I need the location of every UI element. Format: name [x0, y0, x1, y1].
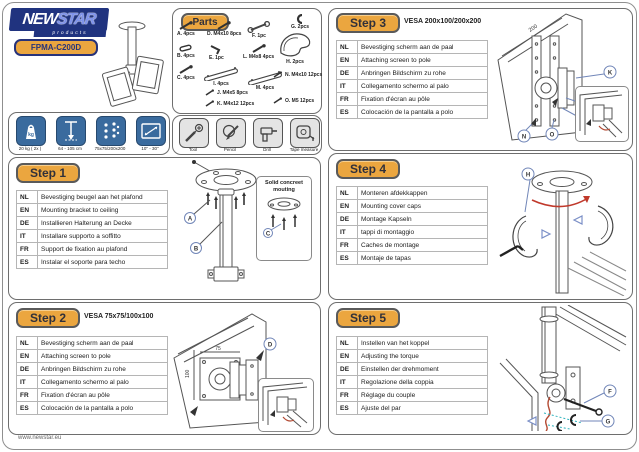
svg-text:A: A	[187, 216, 193, 223]
lang-code: NL	[17, 337, 38, 350]
vesa-label: 75x75/200x200	[94, 146, 126, 151]
lang-text: Attaching screen to pole	[358, 54, 488, 67]
lang-text: Einstellen der drehmoment	[358, 363, 488, 376]
step1-title-badge: Step 1	[16, 163, 80, 183]
lang-code: NL	[337, 337, 358, 350]
step3-vesa-subtitle: VESA 200x100/200x200	[404, 18, 482, 25]
svg-text:F: F	[608, 389, 612, 396]
lang-row	[337, 106, 488, 119]
step3-title-badge: Step 3	[336, 13, 400, 33]
step3-dim-200: 200	[527, 23, 539, 34]
pencil-label: Pencil	[223, 147, 237, 152]
step2-vesa-subtitle: VESA 75x75/100x100	[84, 313, 154, 320]
lang-row	[337, 93, 488, 106]
step2-label-d	[264, 338, 276, 350]
screen-size-icon	[136, 116, 166, 146]
lang-row	[337, 67, 488, 80]
weight-icon	[16, 116, 46, 146]
lang-text: Bevestiging scherm aan de paal	[38, 337, 168, 350]
logo-products-text: products	[52, 30, 88, 36]
lang-row	[17, 204, 168, 217]
svg-text:D: D	[267, 342, 273, 349]
step2-inset-diagram	[259, 379, 311, 429]
tape-measure-icon	[290, 118, 320, 148]
newstar-logo	[9, 8, 109, 31]
step5-diagram	[498, 305, 628, 431]
lang-row	[17, 256, 168, 269]
lang-code: FR	[337, 389, 358, 402]
svg-text:B: B	[193, 246, 199, 253]
lang-text: Monteren afdekkappen	[358, 187, 488, 200]
lang-row	[337, 376, 488, 389]
lang-code: NL	[17, 191, 38, 204]
pencil-icon	[216, 118, 246, 148]
step5-label-f	[584, 385, 616, 403]
lang-row	[337, 350, 488, 363]
lang-text: Collegamento schermo al palo	[38, 376, 168, 389]
lang-code: ES	[337, 106, 358, 119]
lang-row	[17, 243, 168, 256]
lang-text: Regolazione della coppia	[358, 376, 488, 389]
lang-row	[337, 402, 488, 415]
svg-text:H: H	[525, 172, 531, 179]
svg-text:C: C	[265, 231, 271, 238]
product-illustration	[96, 18, 168, 118]
lang-text: Fixation d'écran au pôle	[358, 93, 488, 106]
lang-row	[337, 200, 488, 213]
note-diagram	[261, 194, 307, 242]
logo-star-text: STAR	[56, 10, 97, 28]
lang-text: Caches de montage	[358, 239, 488, 252]
lang-code: ES	[17, 256, 38, 269]
lang-code: EN	[17, 350, 38, 363]
lang-row	[337, 213, 488, 226]
part-a: A. 4pcs	[177, 21, 195, 37]
step3-language-table	[336, 40, 488, 119]
lang-code: ES	[17, 402, 38, 415]
lang-row	[337, 226, 488, 239]
lang-code: DE	[337, 363, 358, 376]
height-label: 64 - 105 cm	[58, 146, 82, 151]
step2-language-table	[16, 336, 168, 415]
step4-title-badge: Step 4	[336, 159, 400, 179]
lang-text: Mounting cover caps	[358, 200, 488, 213]
lang-code: ES	[337, 402, 358, 415]
step1-label-a	[185, 200, 211, 224]
part-g: G. 2pcs	[291, 14, 309, 30]
lang-code: IT	[17, 230, 38, 243]
lang-text: Adjusting the torque	[358, 350, 488, 363]
lang-code: EN	[337, 200, 358, 213]
logo-new-text: NEW	[21, 10, 58, 28]
parts-panel	[172, 8, 322, 114]
svg-text:K: K	[607, 70, 613, 77]
part-k: K. M4x12 12pcs	[205, 100, 254, 108]
lang-code: DE	[17, 217, 38, 230]
step4-diagram	[498, 156, 628, 296]
step2-title-badge: Step 2	[16, 308, 80, 328]
drill-label: Drill	[263, 147, 271, 152]
lang-row	[17, 230, 168, 243]
part-o: O. M5 12pcs	[273, 97, 314, 105]
lang-row	[337, 363, 488, 376]
lang-text: Anbringen Bildschirm zu rohe	[358, 67, 488, 80]
lang-text: Réglage du couple	[358, 389, 488, 402]
lang-text: Ajuste del par	[358, 402, 488, 415]
lang-row	[17, 337, 168, 350]
vesa-icon	[96, 116, 126, 146]
step3-inset-box	[575, 86, 629, 142]
lang-code: NL	[337, 41, 358, 54]
lang-text: Bevestiging scherm aan de paal	[358, 41, 488, 54]
svg-text:G: G	[605, 419, 611, 426]
lang-row	[17, 363, 168, 376]
lang-text: Montage Kapseln	[358, 213, 488, 226]
drill-icon	[253, 118, 283, 148]
lang-code: DE	[17, 363, 38, 376]
lang-text: Colocación de la pantalla a polo	[358, 106, 488, 119]
part-j: J. M4x5 8pcs	[205, 89, 248, 97]
lang-code: DE	[337, 67, 358, 80]
lang-code: ES	[337, 252, 358, 265]
lang-text: Bevestiging beugel aan het plafond	[38, 191, 168, 204]
part-f: F. 1pc	[247, 21, 271, 39]
step2-inset-box	[258, 378, 314, 432]
svg-text:N: N	[521, 134, 527, 141]
lang-code: FR	[17, 243, 38, 256]
step5-language-table	[336, 336, 488, 415]
lang-row	[337, 337, 488, 350]
lang-text: Instellen van het koppel	[358, 337, 488, 350]
part-h: H. 2pcs	[277, 31, 313, 65]
lang-text: Fixation d'écran au pôle	[38, 389, 168, 402]
lang-row	[337, 54, 488, 67]
lang-code: NL	[337, 187, 358, 200]
lang-code: EN	[17, 204, 38, 217]
height-icon	[56, 116, 86, 146]
part-n: N. M4x10 12pcs	[273, 71, 322, 79]
part-l: L. M4x8 4pcs	[243, 44, 274, 60]
lang-text: Attaching screen to pole	[38, 350, 168, 363]
step5-label-g	[580, 415, 614, 427]
svg-text:kg: kg	[28, 132, 34, 138]
step3-inset-diagram	[576, 87, 626, 139]
tape-measure-label: Tape measure	[289, 147, 319, 152]
svg-text:O: O	[549, 132, 555, 139]
lang-row	[337, 389, 488, 402]
lang-row	[17, 402, 168, 415]
screwdriver-icon	[179, 118, 209, 148]
lang-text: Montaje de tapas	[358, 252, 488, 265]
lang-text: tappi di montaggio	[358, 226, 488, 239]
part-m: M. 4pcs	[245, 65, 285, 91]
lang-row	[17, 389, 168, 402]
lang-row	[337, 187, 488, 200]
lang-code: EN	[337, 350, 358, 363]
part-b: B. 4pcs	[177, 43, 195, 59]
lang-row	[337, 252, 488, 265]
step4-language-table	[336, 186, 488, 265]
lang-code: FR	[17, 389, 38, 402]
lang-code: FR	[337, 93, 358, 106]
part-d: D. M4x10 8pcs	[207, 21, 241, 37]
note-caption: Solid concreet mouting	[265, 180, 303, 193]
lang-row	[337, 239, 488, 252]
lang-code: IT	[337, 80, 358, 93]
step5-title-badge: Step 5	[336, 308, 400, 328]
lang-code: DE	[337, 213, 358, 226]
lang-text: Instalar el soporte para techo	[38, 256, 168, 269]
step1-label-b	[191, 222, 223, 254]
step2-dim-75: 75	[215, 346, 221, 352]
lang-text: Installare supporto a soffitto	[38, 230, 168, 243]
website-url: www.newstar.eu	[18, 435, 62, 441]
part-i: I. 4pcs	[201, 61, 241, 87]
solid-concrete-note	[256, 176, 312, 261]
lang-text: Mounting bracket to ceiling	[38, 204, 168, 217]
lang-row	[17, 376, 168, 389]
lang-text: Anbringen Bildschirm zu rohe	[38, 363, 168, 376]
lang-code: FR	[337, 239, 358, 252]
model-badge: FPMA-C200D	[14, 39, 98, 56]
screen-size-label: 10" - 30"	[141, 146, 159, 151]
tool-label: Tool	[188, 147, 198, 152]
lang-code: IT	[337, 226, 358, 239]
step4-label-h	[522, 168, 534, 212]
step1-language-table	[16, 190, 168, 269]
lang-text: Collegamento schermo al palo	[358, 80, 488, 93]
parts-title-badge: Parts	[181, 13, 229, 31]
lang-text: Support de fixation au plafond	[38, 243, 168, 256]
weight-label: 20 kg ( 2x )	[18, 146, 42, 151]
lang-text: Colocación de la pantalla a polo	[38, 402, 168, 415]
lang-row	[337, 41, 488, 54]
part-e: E. 1pc	[209, 44, 224, 61]
part-c: C. 4pcs	[177, 65, 195, 81]
lang-code: IT	[337, 376, 358, 389]
lang-row	[17, 191, 168, 204]
lang-row	[17, 350, 168, 363]
lang-row	[337, 80, 488, 93]
lang-code: IT	[17, 376, 38, 389]
step2-dim-100: 100	[185, 369, 191, 378]
lang-text: Installieren Halterung an Decke	[38, 217, 168, 230]
lang-row	[17, 217, 168, 230]
lang-code: EN	[337, 54, 358, 67]
